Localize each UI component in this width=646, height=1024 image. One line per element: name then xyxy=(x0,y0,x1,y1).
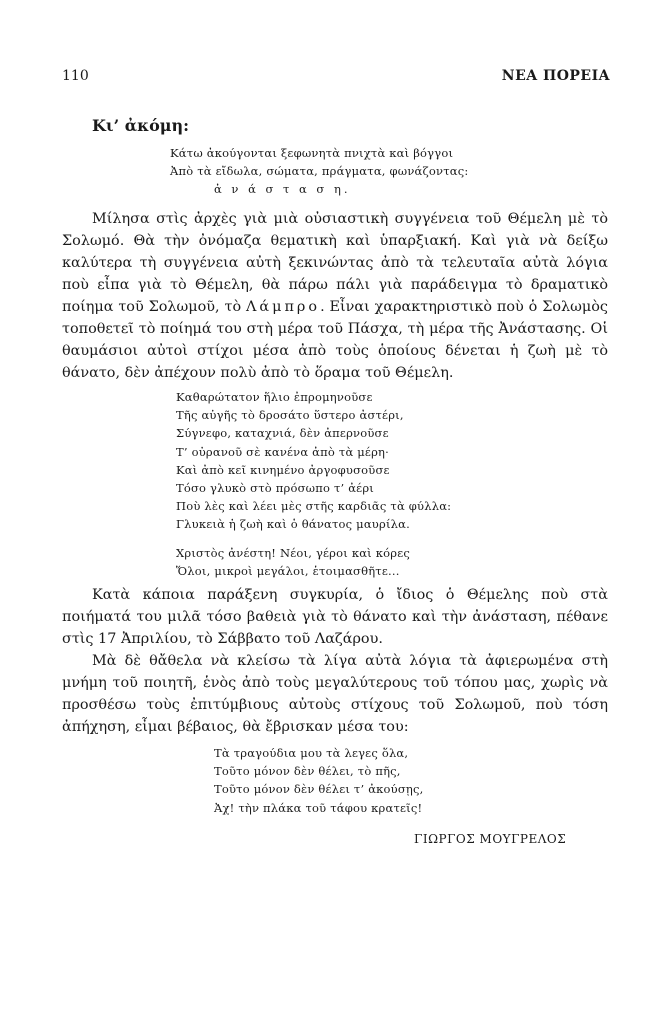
verse-line: Καθαρώτατον ἥλιο ἐπρομηνοῦσε xyxy=(176,390,373,404)
verse-line: Χριστὸς ἀνέστη! Νέοι, γέροι καὶ κόρες xyxy=(176,546,411,560)
section-heading: Κι’ ἀκόμη: xyxy=(92,116,190,135)
verse-line: Τόσο γλυκὸ στὸ πρόσωπο τ’ ἀέρι xyxy=(176,481,375,496)
emphasized-title: Λάμπρο xyxy=(246,299,321,315)
verse-line: Ὅλοι, μικροὶ μεγάλοι, ἑτοιμασθῆτε... xyxy=(176,564,400,579)
paragraph-text: Μίλησα στὶς ἀρχὲς γιὰ μιὰ οὐσιαστικὴ συγγένεια τοῦ Θέμελη μὲ τὸ Σολωμό. Θὰ τὴν ὀνόμαζα θεματικὴ καὶ ὑπαρξιακή. Καὶ γιὰ νὰ δείξω καλύτερα τὴ συγγένεια αὐτὴ ξεκινώντας ἀπὸ τὰ τελευταῖα αὐτὰ λόγια ποὺ εἶπα γιὰ τὸ Θέμελη, θὰ πάρω πάλι γιὰ παράδειγμα τὸ δραματικὸ ποίημα τοῦ Σολωμοῦ, τὸ xyxy=(62,211,608,315)
verse-line: Τοῦτο μόνον δὲν θέλει, τὸ πῆς, xyxy=(214,764,401,779)
page-header xyxy=(62,68,610,90)
verse-line: Τῆς αὐγῆς τὸ δροσάτο ὕστερο ἀστέρι, xyxy=(176,408,404,423)
verse-block-4 xyxy=(214,744,424,817)
verse-line: Ἀχ! τὴν πλάκα τοῦ τάφου κρατεῖς! xyxy=(214,800,423,815)
verse-line: Τοῦτο μόνον δὲν θέλει τ’ ἀκούσῃς, xyxy=(214,782,424,797)
verse-line: Τ’ οὐρανοῦ σὲ κανένα ἀπὸ τὰ μέρη· xyxy=(176,444,389,459)
verse-line: Ἀπὸ τὰ εἴδωλα, σώματα, πράγματα, φωνάζοντας: xyxy=(170,164,469,179)
verse-block-2 xyxy=(176,388,451,534)
verse-line: Σύγνεφο, καταχνιά, δὲν ἀπερνοῦσε xyxy=(176,426,389,441)
prose-block-2 xyxy=(62,584,608,738)
journal-title: ΝΕΑ ΠΟΡΕΙΑ xyxy=(501,68,610,84)
paragraph-text: . Εἶναι χαρακτηριστικὸ ποὺ ὁ Σολωμὸς τοποθετεῖ τὸ ποίημά του στὴ μέρα τοῦ Πάσχα, τὴ μέρα τῆς Ἀνάστασης. Οἱ θαυμάσιοι αὐτοὶ στίχοι μέσα ἀπὸ τοὺς ὁποίους δένεται ἡ ζωὴ μὲ τὸ θάνατο, δὲν ἀπέχουν πολὺ ἀπὸ τὸ ὅραμα τοῦ Θέμελη. xyxy=(62,299,608,381)
verse-block-3 xyxy=(176,544,410,580)
page-number: 110 xyxy=(62,68,89,84)
paragraph xyxy=(62,208,608,384)
verse-line: Κάτω ἀκούγονται ξεφωνητὰ πνιχτὰ καὶ βόγγοι xyxy=(170,146,454,160)
paragraph: Κατὰ κάποια παράξενη συγκυρία, ὁ ἴδιος ὁ Θέμελης ποὺ στὰ ποιήματά του μιλᾶ τόσο βαθειὰ γιὰ τὸ θάνατο καὶ τὴν ἀνάσταση, πέθανε στὶς 17 Ἀπριλίου, τὸ Σάββατο τοῦ Λαζάρου. xyxy=(62,587,608,647)
verse-line: Τὰ τραγούδια μου τὰ λεγες ὅλα, xyxy=(214,746,409,760)
verse-line: ἀ ν ά σ τ α σ η. xyxy=(214,182,351,197)
paragraph: Μὰ δὲ θἄθελα νὰ κλείσω τὰ λίγα αὐτὰ λόγια τὰ ἀφιερωμένα στὴ μνήμη τοῦ ποιητῆ, ἑνὸς ἀπὸ τοὺς μεγαλύτερους τοῦ τόπου μας, χωρὶς νὰ προσθέσω τοὺς ἐπιτύμβιους αὐτοὺς στίχους τοῦ Σολωμοῦ, ποὺ τόση ἀπήχηση, εἶμαι βέβαιος, θὰ ἔβρισκαν μέσα του: xyxy=(62,653,608,735)
verse-line: Καὶ ἀπὸ κεῖ κινημένο ἀργοφυσοῦσε xyxy=(176,462,390,477)
verse-line: Γλυκειὰ ἡ ζωὴ καὶ ὁ θάνατος μαυρίλα. xyxy=(176,517,410,532)
verse-block-1 xyxy=(170,144,468,199)
prose-block-1 xyxy=(62,208,608,384)
author-signature: ΓΙΩΡΓΟΣ ΜΟΥΓΡΕΛΟΣ xyxy=(414,832,567,846)
verse-line: Ποὺ λὲς καὶ λέει μὲς στῆς καρδιᾶς τὰ φύλλα: xyxy=(176,499,452,514)
